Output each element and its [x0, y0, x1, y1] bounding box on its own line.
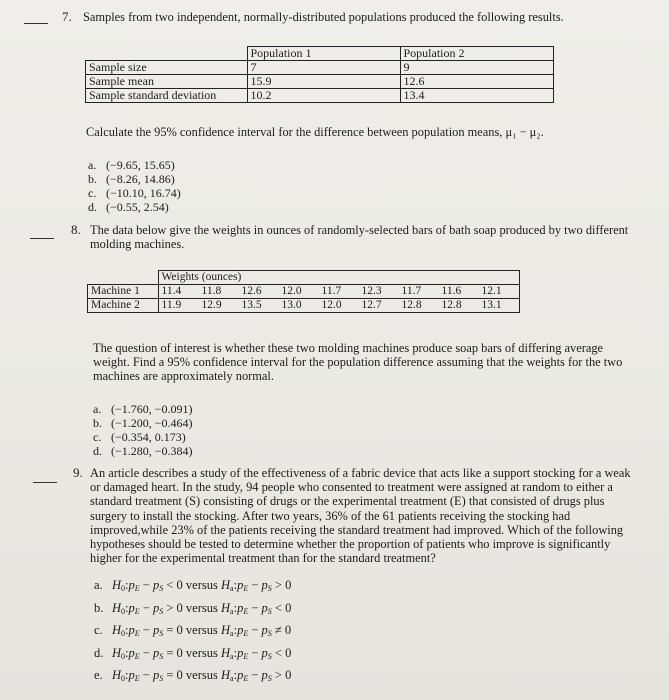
answer-choice[interactable]: a. $H_0:p_E - p_S < 0$ versus $H_a:p_E - p_S > 0$ [94, 576, 291, 599]
table-cell: 11.8 [199, 285, 239, 299]
table-cell: 11.4 [158, 285, 199, 299]
table-cell: 13.5 [239, 299, 279, 313]
table-row-label: Machine 2 [88, 299, 159, 313]
table-row [86, 75, 554, 89]
question-prompt: Samples from two independent, normally-distributed populations produced the following results. [83, 10, 564, 24]
answer-choice[interactable]: d. (−0.55, 2.54) [88, 200, 169, 214]
table-header-cell: Weights (ounces) [158, 271, 519, 285]
answer-blank-q7[interactable] [24, 23, 48, 24]
question-body: The question of interest is whether these two molding machines produce soap bars of differing average weight. Find a 95% confidence interval for the population difference assuming that the weights for the two machines are approximately normal. [93, 341, 623, 383]
table-cell: 15.9 [247, 75, 400, 89]
answer-choice[interactable]: e. $H_0:p_E - p_S = 0$ versus $H_a:p_E - p_S > 0$ [94, 666, 291, 689]
table-header-row [88, 271, 520, 285]
answer-choice[interactable]: b. $H_0:p_E - p_S > 0$ versus $H_a:p_E - p_S < 0$ [94, 599, 291, 622]
table-cell: 12.8 [399, 299, 439, 313]
answer-choice[interactable]: a. (−9.65, 15.65) [88, 158, 175, 172]
answer-choice[interactable]: d. (−1.280, −0.384) [93, 444, 193, 458]
table-cell: 12.9 [199, 299, 239, 313]
q7-results-table [85, 46, 554, 103]
table-row-label: Sample standard deviation [86, 89, 248, 103]
table-cell: 12.6 [400, 75, 553, 89]
table-cell: 12.1 [479, 285, 520, 299]
table-cell: 7 [247, 61, 400, 75]
table-cell: 9 [400, 61, 553, 75]
question-number: 7. [62, 9, 72, 24]
question-prompt: The data below give the weights in ounces of randomly-selected bars of bath soap produced by two different molding machines. [90, 223, 629, 251]
table-cell: 12.3 [359, 285, 399, 299]
table-cell: 12.7 [359, 299, 399, 313]
table-row-label: Sample mean [86, 75, 248, 89]
table-header-cell: Population 2 [400, 47, 553, 61]
table-cell: 12.0 [279, 285, 319, 299]
q8-weights-table [87, 270, 520, 313]
q7-choice-list [88, 158, 181, 214]
answer-choice[interactable]: b. (−1.200, −0.464) [93, 416, 193, 430]
table-row [88, 299, 520, 313]
answer-choice[interactable]: c. (−0.354, 0.173) [93, 430, 186, 444]
question-instruction: Calculate the 95% confidence interval for the difference between population means, μ₁ − μ₂. [86, 125, 544, 139]
answer-blank-q8[interactable] [30, 238, 54, 239]
table-cell: 11.7 [319, 285, 359, 299]
table-row [88, 285, 520, 299]
hypothesis-pair: $H_0:p_E - p_S < 0$ versus $H_a:p_E - p_S > 0$ [112, 578, 292, 593]
hypothesis-pair: $H_0:p_E - p_S = 0$ versus $H_a:p_E - p_S > 0$ [112, 668, 292, 683]
question-number: 8. [71, 222, 81, 237]
answer-choice[interactable]: d. $H_0:p_E - p_S = 0$ versus $H_a:p_E - p_S < 0$ [94, 644, 291, 667]
table-cell: 10.2 [247, 89, 400, 103]
table-row-label: Sample size [86, 61, 248, 75]
table-header-row [86, 47, 554, 61]
table-row [86, 89, 554, 103]
answer-choice[interactable]: b. (−8.26, 14.86) [88, 172, 175, 186]
answer-choice[interactable]: c. (−10.10, 16.74) [88, 186, 181, 200]
answer-blank-q9[interactable] [33, 482, 57, 483]
hypothesis-pair: $H_0:p_E - p_S > 0$ versus $H_a:p_E - p_S < 0$ [112, 600, 292, 616]
hypothesis-pair: $H_0:p_E - p_S = 0$ versus $H_a:p_E - p_S \ne 0$ [112, 623, 292, 638]
table-cell: 13.1 [479, 299, 520, 313]
table-cell: 13.0 [279, 299, 319, 313]
question-body: An article describes a study of the effectiveness of a fabric device that acts like a support stocking for a weak or damaged heart. In the study, 94 people who consented to treatment were assigned at random to either a standard treatment (S) consisting of drugs or the experimental treatment (E) that consisted of drugs plus surgery to install the stocking. After two years, 36% of the 61 patients receiving the stocking had improved,while 23% of the patients receiving the standard treatment had improved. Which of the following hypotheses should be tested to determine whether the proportion of patients who improve is significantly higher for the experimental treatment than for the standard treatment? [90, 466, 631, 566]
q8-choice-list [93, 402, 193, 458]
question-number: 9. [73, 465, 83, 480]
answer-choice[interactable]: a. (−1.760, −0.091) [93, 402, 193, 416]
q9-choice-list [94, 576, 291, 689]
table-row-label: Machine 1 [88, 285, 159, 299]
hypothesis-pair: $H_0:p_E - p_S = 0$ versus $H_a:p_E - p_S < 0$ [112, 645, 292, 661]
table-cell: 13.4 [400, 89, 553, 103]
table-cell: 12.6 [239, 285, 279, 299]
table-cell: 12.0 [319, 299, 359, 313]
table-cell: 12.8 [439, 299, 479, 313]
table-cell: 11.7 [399, 285, 439, 299]
table-row [86, 61, 554, 75]
answer-choice[interactable]: c. $H_0:p_E - p_S = 0$ versus $H_a:p_E - p_S \ne 0$ [94, 621, 291, 644]
table-header-cell: Population 1 [247, 47, 400, 61]
table-cell: 11.9 [158, 299, 199, 313]
table-cell: 11.6 [439, 285, 479, 299]
